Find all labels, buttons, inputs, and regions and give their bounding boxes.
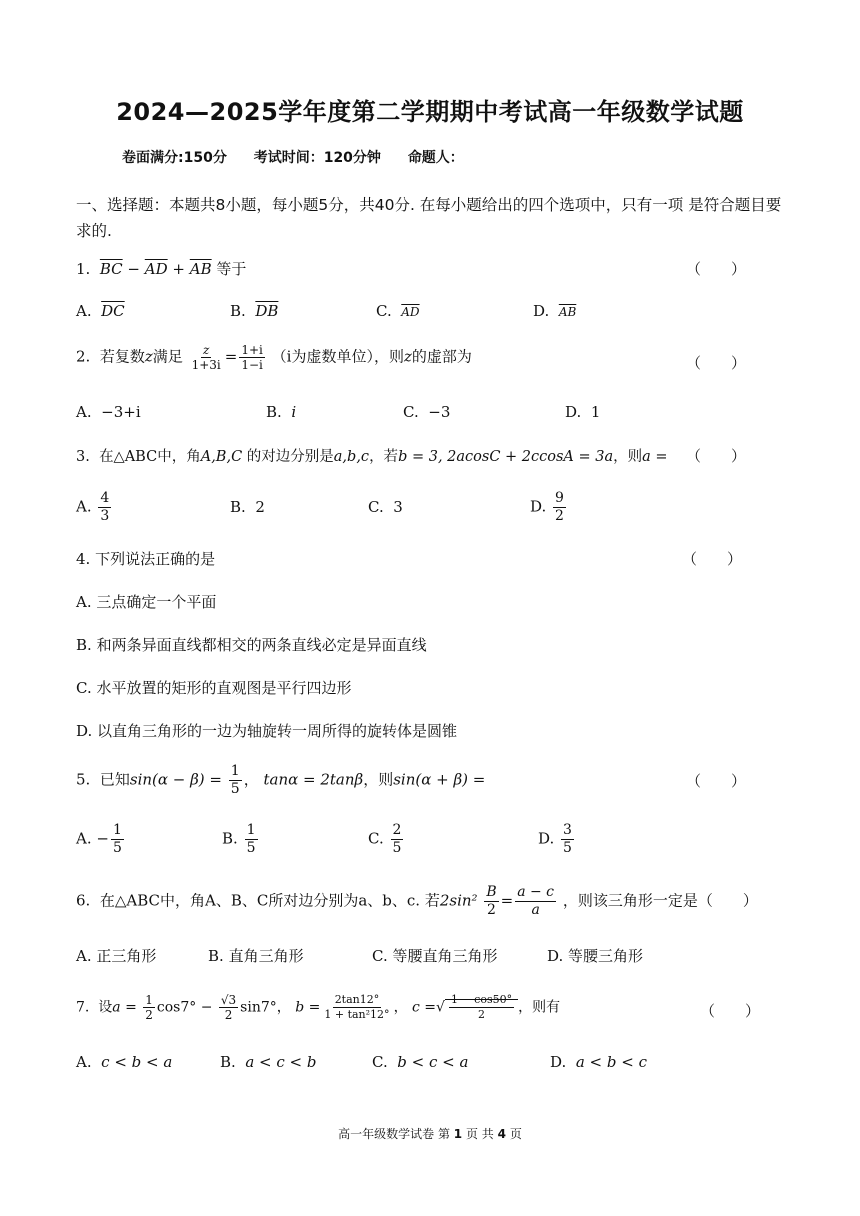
option-value: c < b < a	[101, 1053, 173, 1071]
denominator: a	[531, 902, 540, 918]
option-label: C.	[368, 498, 384, 516]
fraction	[515, 884, 556, 919]
option-value: $\overline{AB}$	[558, 305, 577, 319]
total-pages: 4	[497, 1127, 506, 1141]
denominator: 5	[563, 840, 572, 856]
option-value: 2	[255, 498, 265, 516]
option-b	[76, 634, 427, 655]
footer-text: 页	[509, 1127, 522, 1141]
sign: −	[96, 829, 109, 848]
fraction	[239, 343, 265, 372]
question-text: ，若	[369, 449, 399, 465]
question-text: 在△ABC中，角A、B、C所对边分别为a、b、c. 若	[99, 891, 440, 910]
option-label: A.	[76, 829, 92, 848]
denominator: 5	[392, 840, 402, 856]
expression: a =	[112, 999, 137, 1016]
page-title: 2024—2025学年度第二学期期中考试高一年级数学试题	[116, 98, 744, 126]
option-c	[368, 822, 405, 857]
option-value: $\overline{AD}$	[401, 305, 420, 319]
vector-ad: $\overline{AD}$	[144, 260, 168, 278]
page-number: 1	[453, 1127, 463, 1141]
option-label: B.	[220, 1053, 236, 1071]
option-value: 以直角三角形的一边为轴旋转一周所得的旋转体是圆锥	[97, 722, 458, 740]
question-text: ，则	[613, 449, 643, 465]
option-label: C.	[376, 302, 392, 320]
answer-blank: （ ）	[686, 354, 747, 372]
option-c	[403, 403, 450, 421]
option-value: 等腰直角三角形	[392, 947, 498, 965]
numerator: 4	[100, 490, 110, 506]
fraction	[98, 490, 111, 525]
fraction	[143, 993, 155, 1022]
page-footer	[0, 1125, 860, 1142]
fraction	[484, 884, 498, 919]
option-b	[266, 403, 296, 421]
question-text: 的对边分别是	[246, 449, 334, 465]
option-value: $\overline{DB}$	[255, 302, 279, 320]
option-c	[376, 302, 420, 320]
fraction	[561, 822, 574, 857]
question-number: 1.	[76, 260, 91, 278]
option-b	[220, 1053, 317, 1071]
question-number: 5.	[76, 770, 91, 789]
option-label: A.	[76, 1053, 92, 1071]
option-label: D.	[550, 1053, 567, 1071]
numerator: 1	[246, 822, 256, 838]
numerator: √3	[220, 993, 237, 1007]
equals-sign: =	[224, 347, 238, 366]
question-number: 4.	[76, 550, 91, 568]
expression: 2sin²	[439, 891, 478, 910]
fraction	[553, 490, 566, 525]
fraction	[219, 993, 238, 1022]
option-value: b < c < a	[397, 1053, 469, 1071]
footer-text: 页 共	[465, 1127, 494, 1141]
option-value: 水平放置的矩形的直观图是平行四边形	[96, 679, 352, 697]
denominator: 3	[100, 508, 110, 524]
option-d	[547, 945, 643, 966]
option-label: A.	[76, 497, 92, 516]
denominator: 2	[487, 902, 496, 918]
sides: a,b,c	[333, 449, 370, 465]
numerator: 1	[112, 822, 122, 838]
option-a	[76, 490, 113, 525]
option-label: B.	[230, 302, 246, 320]
option-label: D.	[538, 829, 555, 848]
ask: a =	[642, 449, 668, 465]
denominator: 1 + tan²12°	[324, 1008, 390, 1021]
question-number: 3.	[76, 449, 90, 465]
denominator: 2	[145, 1008, 153, 1022]
expression: cos7° −	[156, 999, 213, 1016]
answer-blank: （ ）	[686, 260, 747, 278]
option-value: 直角三角形	[228, 947, 304, 965]
plus-sign: +	[172, 260, 185, 278]
answer-blank: （ ）	[700, 1002, 761, 1020]
radical	[445, 993, 518, 1021]
question-text: 已知	[99, 770, 130, 789]
option-label: A.	[76, 947, 92, 965]
footer-text: 高一年级数学试卷 第	[338, 1127, 450, 1141]
option-value: 和两条异面直线都相交的两条直线必定是异面直线	[96, 636, 427, 654]
option-a	[76, 403, 141, 421]
option-a	[76, 302, 125, 320]
exam-time: 考试时间：120分钟	[253, 150, 381, 166]
question-number: 2.	[76, 347, 91, 366]
question-text: 若复数	[99, 347, 145, 366]
question-text: 的虚部为	[411, 347, 472, 366]
question-3	[76, 445, 668, 466]
answer-blank: （ ）	[686, 447, 747, 465]
question-text: 满足	[152, 347, 183, 366]
question-5	[76, 763, 485, 798]
section-heading: 一、选择题：本题共8小题，每小题5分，共40分. 在每小题给出的四个选项中，只有一项 是符合题目要求的.	[76, 196, 782, 240]
var-z: z	[403, 347, 412, 366]
question-6	[76, 884, 758, 919]
fraction	[229, 763, 242, 798]
expression: b =	[295, 999, 321, 1016]
option-d	[538, 822, 576, 857]
minus-sign: −	[127, 260, 140, 278]
option-label: B.	[222, 829, 238, 848]
numerator: 9	[555, 490, 564, 506]
option-value: −3+i	[101, 403, 141, 421]
denominator: 2	[555, 508, 564, 524]
fraction	[449, 993, 514, 1022]
fraction	[190, 343, 223, 372]
option-label: B.	[230, 498, 246, 516]
question-number: 7.	[76, 999, 90, 1016]
option-a	[76, 945, 156, 966]
denominator: 5	[112, 840, 122, 856]
option-label: A.	[76, 302, 92, 320]
option-label: B.	[266, 403, 282, 421]
denominator: 1−i	[241, 358, 263, 372]
denominator: 1+3i	[191, 358, 221, 372]
expression: sin7°	[240, 999, 277, 1016]
expression: sin(α − β) =	[129, 770, 222, 789]
question-2	[76, 343, 472, 372]
question-text: 下列说法正确的是	[95, 550, 216, 568]
fraction	[245, 822, 258, 857]
denominator: 2	[224, 1008, 233, 1022]
option-label: D.	[530, 497, 547, 516]
fraction	[391, 822, 404, 857]
question-7: 7. 设a = $\frac{1}{2}$ cos7° − $\frac{√3}{2}$ sin7°， b = $\frac{2\tan 12^\circ}{\text{1 + tan²12°}}$ ， c =√ $\frac{1 - \cos 50^\circ}{2}$ ，则有	[76, 993, 561, 1022]
option-value: 三点确定一个平面	[96, 593, 217, 611]
separator: ，	[393, 999, 408, 1016]
option-b	[230, 498, 265, 516]
question-tail: 等于	[216, 260, 247, 278]
option-value: a < b < c	[575, 1053, 647, 1071]
numerator: 2	[392, 822, 402, 838]
option-a	[76, 822, 126, 857]
option-label: D.	[547, 947, 564, 965]
exam-info	[122, 147, 486, 167]
denominator: 5	[230, 781, 240, 797]
question-4	[76, 548, 215, 569]
option-label: B.	[76, 636, 92, 654]
option-value: a < c < b	[245, 1053, 317, 1071]
option-b	[208, 945, 304, 966]
question-text: ，则该三角形一定是（ ）	[562, 891, 758, 910]
fraction	[111, 822, 124, 857]
option-label: C.	[372, 1053, 388, 1071]
option-label: C.	[368, 829, 384, 848]
option-label: B.	[208, 947, 224, 965]
denominator: 2	[478, 1008, 486, 1021]
option-a	[76, 591, 216, 612]
option-c	[372, 945, 498, 966]
var-z: z	[144, 347, 153, 366]
option-d	[530, 490, 568, 525]
option-d	[550, 1053, 647, 1071]
numerator: 3	[563, 822, 572, 838]
option-b	[222, 822, 260, 857]
vector-ab: $\overline{AB}$	[189, 260, 212, 278]
option-value: 等腰三角形	[568, 947, 644, 965]
angles: A,B,C	[200, 449, 243, 465]
option-label: D.	[533, 302, 550, 320]
numerator: a − c	[517, 884, 555, 900]
option-value: 3	[393, 498, 403, 516]
option-value: i	[291, 403, 297, 421]
option-value: 1	[590, 403, 601, 421]
option-label: D.	[565, 403, 582, 421]
answer-blank: （ ）	[682, 550, 743, 568]
numerator: B	[486, 884, 497, 900]
denominator: 5	[246, 840, 256, 856]
answer-blank: （ ）	[686, 772, 747, 790]
option-value: $\overline{DC}$	[101, 302, 125, 320]
numerator: 2tan12°	[334, 993, 380, 1006]
question-text: ，则	[363, 770, 394, 789]
option-label: A.	[76, 593, 92, 611]
option-d	[565, 403, 600, 421]
condition: tanα = 2tanβ	[263, 770, 364, 789]
option-label: C.	[372, 947, 388, 965]
option-value: −3	[428, 403, 451, 421]
option-c	[368, 498, 403, 516]
equals-sign: =	[500, 891, 514, 910]
question-text: 在△ABC中，角	[99, 449, 201, 465]
option-c	[372, 1053, 468, 1071]
question-number: 6.	[76, 891, 91, 910]
question-text: ，	[243, 770, 259, 789]
option-d	[533, 302, 576, 320]
fraction	[322, 993, 391, 1022]
numerator: 1+i	[241, 343, 263, 357]
expression: c =	[412, 999, 437, 1016]
numerator: 1	[145, 993, 153, 1007]
option-a	[76, 1053, 172, 1071]
option-d	[76, 720, 457, 741]
author: 命题人：	[407, 150, 464, 166]
question-text: 设	[98, 999, 113, 1016]
option-label: A.	[76, 403, 92, 421]
option-label: D.	[76, 722, 93, 740]
numerator: 1 − cos50°	[450, 993, 513, 1006]
full-score: 卷面满分:150分	[122, 150, 227, 166]
option-c	[76, 677, 352, 698]
option-label: C.	[76, 679, 92, 697]
ask: sin(α + β) =	[393, 770, 486, 789]
question-text: ，则有	[518, 999, 561, 1016]
question-1	[76, 258, 246, 279]
option-value: 正三角形	[96, 947, 157, 965]
numerator: z	[203, 343, 210, 357]
option-b	[230, 302, 278, 320]
condition: b = 3, 2acosC + 2ccosA = 3a	[398, 449, 614, 465]
numerator: 1	[230, 763, 240, 779]
question-text: （i为虚数单位），则	[271, 347, 404, 366]
vector-bc: $\overline{BC}$	[99, 260, 123, 278]
separator: ，	[276, 999, 291, 1016]
option-label: C.	[403, 403, 419, 421]
